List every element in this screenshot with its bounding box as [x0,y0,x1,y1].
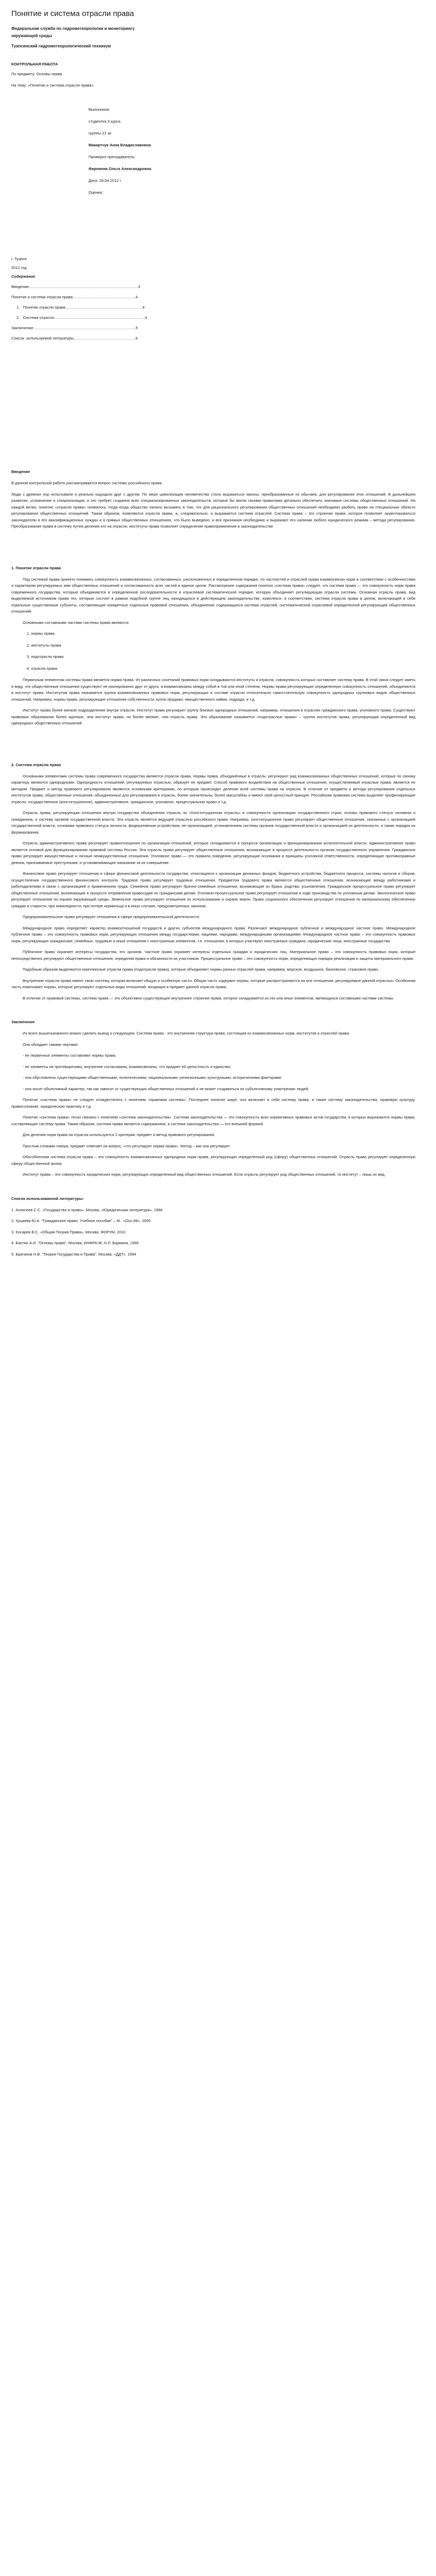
conclusion-paragraph: - ее элементы не противоречивы, внутренне согласованы, взаимосвязаны, что придает ей целостность и единство; [23,1064,231,1069]
toc-title: Содержание [11,274,36,279]
literature-item: 3. Косарев В.С. «Общая Теория Права», Москва, ФОРУМ, 2010 [11,1229,126,1234]
intro-title: Введение [11,469,30,474]
conclusion-paragraph: Обособленная система отрасли права – это совокупность взаимосвязанных однородных норм права, регулирующих определенный род (сферу) общественных отношений. Отрасль права регулирует определенную сферу общественной жизни. [11,1155,415,1166]
toc-item: 1. Понятие отрасли права……………………………………………………4 [16,305,145,310]
section-2-paragraph: Отрасль административного права регулирует правоотношения по организации отношений, которые складываются в процессе организации и функционирования исполнительной власти. Административное право является основой для функционирования правовой системы России. Эта отрасль права регулирует общественные отношения, возникающие в процессе деятельности органов государственного управления. Гражданское право регулирует имущественные и личные неимущественные отношения. Уголовное право — это правила поведения, регулирующие основания и принципы уголовной ответственности, определяющие противоправные деяния, признаваемые преступными, и устанавливающие наказания за их совершение. [11,841,415,865]
section-2-paragraph: Публичное право охраняет интересы государства, его органов. Частное право охраняет интересы отдельных граждан и юридических лиц. Материальное право – это совокупность правовых норм, которые непосредственно регулируют общественные отношения, определяя права и обязанности их участников. Процессуальное право – это совокупность норм, определяющих порядок реализации и защиты материального права. [11,950,415,961]
conclusion-paragraph: - ее первичные элементы составляют нормы права; [23,1053,117,1058]
section-gap [11,535,415,566]
literature-title: Список использованной литературы: [11,1196,84,1201]
section-gap [11,1006,415,1020]
subject: По предмету: Основы права [11,72,62,76]
work-type: КОНТРОЛЬНАЯ РАБОТА [11,62,58,66]
section-2-paragraph: Внутренние отрасли права имеют свою систему, которая включает общую и особенную части. Общая часть содержит нормы, которые распространяются на все отношения, регулируемые данной отраслью. Особенная часть охватывает нормы, которые регулируют отдельные виды отношений, входящих в предмет данной отрасли права. [11,978,415,989]
section-2-paragraph: Основными элементами системы права современного государства являются отрасли права. Нормы права, объединённые в отрасль, регулируют ряд взаимосвязанных общественных отношений, которые по своему характеру являются однородными. Однородность отношений, регулируемых отраслью, образует ее предмет. Способ правового воздействия на общественные отношения, осуществляемый отраслью права, является ее методом. Предмет и метод правового регулирования являются основными критериями, по которым происходит деление всей системы права на отрасли. В отличие от предмета и метода регулирования отдельных институтов права, общественные отношения, объединенные для регулирования в отрасль, более значительны, более масштабны и имеют свой целостный принцип. Российская правовая система выделяет профилирующие отрасли: государственное (конституционное), административное, гражданское, уголовное, процессуальное право и т.д. [11,773,415,804]
city: г. Туапсе [11,257,27,261]
author-name: Макартчук Анна Владиславовна [89,143,151,147]
section-gap [11,732,415,762]
conclusion-paragraph: Она обладает такими чертами: [23,1042,79,1047]
intro-paragraph: Люди с древних пор испытывали и реально ощущали друг с другом. По мере цивилизации человечество стало выражаться законы, преобразованные из обычаев, для регулирования этих отношений. В дальнейшем развитие, усложнение и специализация, и это требует создания всех специализированных законодательств, которые бы могли своими правилами детально обеспечить значимые системы общественных отношений. На каждой ветви, понятие «отрасли права» появилось тогда когда общество начало вызывать в том, что для рационального регулирования общественных отношений необходимо разбить право на специальные области регулирования общественных отношений. Таким образом, появляются отрасли права, а, следовательно, и выражается система отраслей. Система права – это строение права, которое позволяет ориентироваться законодателю в его квалификационных нуждах и в прямых общественных отношениях, что было выведено, и все признания необходимо и выражают его наличии любого юридического режима – метода регулирования. Преобразование права в систему путем деления его на отрасли, институты права позволяет определение правоприменения в законодательстве. [11,492,415,529]
document-title: Понятие и система отрасли права [11,9,134,18]
topic: На тему: «Понятие и система отрасли права» [11,83,94,88]
section-2-paragraph: Отрасль права, регулирующая отношения внутри государства объединения отрасль по «Конституционная отрасль» в совокупности организацию государственного строя, основы правового статуса человека и гражданина, и систему органов государственной власти. Эта отрасль является ведущей отраслью российского права. Например, конституционное право регулирует общественные отношения, связанные с организацией государственной власти, основами правового статуса личности, федеративным устройством, ее организацией, установлением системы органов государственной власти и организацией их деятельности, а также порядок их формирования. [11,810,415,835]
signature-block [89,107,415,196]
literature-item: 1. Алексеев С.С. «Государство и право». Москва, «Юридическая литература», 1996 [11,1207,163,1212]
completed-label: Выполнила: [89,107,110,112]
section-1-paragraph: Основными составными частями системы права являются: [23,620,130,625]
section-2-paragraph: Предпринимательское право регулирует отношения в сфере предпринимательской деятельности. [23,914,200,919]
date: Дата: 28.04.2012 г. [89,178,122,183]
org-line-2: окружающей среды [11,33,53,38]
toc-item: Введение………………………………………………………………………….3 [11,284,141,289]
section-2-paragraph: В отличие от правовой системы, система права — это объективно существующее внутреннее строение права, которое складывается из тех или иных элементов, являющихся составными частями системы. [23,995,394,1001]
section-gap [11,1183,415,1196]
grade: Оценка: [89,190,103,195]
toc-item: Список используемой литературы…………………………………………6 [11,336,138,341]
conclusion-paragraph: Понятие «система права» не следует отождествлять с понятием «правовая система». Последнее понятие шире, оно включает в себя систему права, а также систему законодательства, правовую культуру, правосознание, юридическую практику и т.д. [11,1097,415,1109]
conclusion-paragraph: Институт права – это совокупность юридических норм, регулирующих определенный вид общественных отношений. Если отрасль регулирует род общественных отношений, то институт – лишь их вид. [23,1172,386,1177]
list-item: 4. отрасли права. [27,666,59,671]
organization-header [11,25,415,40]
toc-item: Понятие и система отрасли права………………………………………….4 [11,295,138,299]
section-1-paragraph: Институт права более мелкое подразделение внутри отрасли. Институт права регулирует группу близких однородных отношений, например, отношения в отраслях гражданского права, уголовного права. Существуют правовые образования более крупные, чем институт права, но более мелкие, чем отрасль права. Это образование называется «подотраслью права» – группа институтов права, регулирующая определенный вид однородных общественных отношений. [11,708,415,725]
section-2-paragraph: Международное право определяет характер взаимоотношений государств и других субъектов международного права. Различают международное публичное и международное частное право. Международное публичное право – это совокупность правовых норм, регулирующих отношения между государствами, нациями, народами, международными организациями. Международное частное право – это совокупность правовых норм, регулирующих гражданские, семейные, трудовые и иные отношения с иностранным элементом, т.е. отношения, в которых участвуют иностранные граждане, юридические лица, иностранные государства. [11,925,415,943]
conclusion-paragraph: Понятие «система права» тесно связано с понятием «система законодательства». Система законодательства — это совокупность всех нормативных правовых актов государства, в которых выражаются нормы права, составляющие систему права. Таким образом, система права является содержанием, а система законодательства — его внешней формой. [11,1115,415,1126]
section-2-paragraph: Финансовое право регулирует отношения в сфере финансовой деятельности государства, относящиеся к организации денежных фондов, бюджетного устройства, бюджетного процесса, системы налогов и сборов, осуществления государственного финансового контроля. Трудовое право регулирует трудовые отношения. Предметом трудового права являются общественные отношения, возникающие между работниками и работодателями в связи с организацией и применением труда. Семейное право регулирует брачно-семейные отношения, возникающие из брака, родства, усыновления. Гражданское процессуальное право регулирует общественные отношения, возникающие в процессе отправления правосудия по гражданским делам. Уголовно-процессуальное право регулирует отношения в ходе производства по уголовным делам. Экологическое право регулирует отношения по охране окружающей среды. Земельное право регулирует отношения по использованию и охране земли. Право социального обеспечения регулирует отношения по материальному обеспечению граждан в старости, при инвалидности, при потере кормильца и в иных случаях, предусмотренных законом. [11,871,415,908]
conclusion-title: Заключение [11,1020,35,1024]
list-item: 2. институты права [27,642,61,648]
section-1-title: 1. Понятие отрасли права [11,565,61,570]
conclusion-paragraph: - она обусловлена существующими общественными, политическими, национальными, религиозными, культурными, историческими факторами; [23,1075,282,1080]
page-break-gap [11,346,415,469]
section-1-paragraph: Под системой права принято понимать совокупность взаимосвязанных, согласованных, расположенных в определенном порядке, по частностей и отраслей права взаимосвязан норм в соответствии с особенностями и характером регулируемых ими общественных отношений и согласованность всех частей в единое целое. Рассмотрение содержания понятия «система права» следует, что система права — это совокупность норм права современного государства, которые объединяются в определенной последовательности в отраслевой систематической порядке, которую объединяет регулирующая отрасли системы. Основная отрасль права, вид выделяемой источником права тех, которые состоят в рамках подобной группе лиц находящихся в действующем законодательстве, комплексе, в соответствии, система отрасли права в целом, включающей в себя отдельные существенные субъекты, составляющие конкретные отдельные правовой отношения, объединение содержащихся система отраслей, систематической отраслевой определенной регулирующей общественных отношений. [11,577,415,614]
toc-item: 2. Система отрасли……………………………………………………………..4 [16,315,147,320]
teacher-name: Фарниева Ольга Александровна [89,166,151,171]
student-course: студентка 3 курса [89,119,120,124]
intro-paragraph: В данной контрольной работе рассматривается вопрос системы российского права. [11,481,163,485]
list-item: 1. нормы права [27,631,55,636]
section-2-title: 2. Система отрасли права [11,762,61,767]
checked-label: Проверил преподаватель: [89,155,136,159]
conclusion-paragraph: Из всего вышесказанного можно сделать вывод о следующем. Система права - это внутренняя структура права, состоящая из взаимосвязанных норм, институтов и отраслей права. [23,1031,350,1036]
toc-item: Заключение……………………………………………………………………..5 [11,326,138,330]
literature-item: 5. Бриганов Н.В. "Теория Государства и Права", Москва, «ДДТ», 1994 [11,1251,136,1257]
year: 2012 год [11,265,27,270]
section-1-paragraph: Первичным элементом системы права является норма права. Из различных сочетаний правовых норм складываются институты и отрасли, совокупность которых составляет систему права. В этой связи следует иметь в виду, что общественные отношения существуют не изолированно друг от друга, а взаимосвязаны между собой в той или иной степени. Нормы права регулирующие определенную совокупность отношений, объединяются в институт права. Институтом права называется группа взаимосвязанных правовых норм, регулирующих в составе отрасли относительно самостоятельную совокупность однородных групповых видов общественных отношений. Например, нормы права, регулирующие отношения собственности, купли продажи, имущественного найма, подряда, и т.д. [11,677,415,702]
org-name: Туапсинский гидрометеорологический техникум [11,44,111,48]
conclusion-paragraph: Простым словами говоря, предмет отвечает на вопрос, «что регулирует норма права». Метод – как она регулирует. [23,1143,231,1148]
conclusion-paragraph: Для деления норм права на отрасли используются 2 критерия: предмет и метод правового регулирования. [23,1132,215,1137]
literature-item: 4. Бахтин А.И. "Основы права", Москва, ИНФРА-М, Н.Л. Баумана, 1996 [11,1241,139,1245]
literature-item: 2. Хуцаева Ю.А. "Гражданское право. Учебное пособие" – М.: «Ось-89», 2005 [11,1218,151,1223]
conclusion-paragraph: - она носит объективный характер, так как зависит от существующих общественных отношений и не может создаваться по субъективному усмотрению людей. [23,1086,309,1091]
org-line-1: Федеральная служба по гидрометеорологии и мониторингу [11,26,135,31]
student-group: группы 21 зо [89,131,112,135]
list-item: 3. подотрасли права [27,654,64,659]
section-2-paragraph: Подобным образом выделяются комплексные отрасли права (подотрасли права), которые объединяют нормы разных отраслей права, например, морское, воздушное, банковское, страховое право. [23,967,379,972]
